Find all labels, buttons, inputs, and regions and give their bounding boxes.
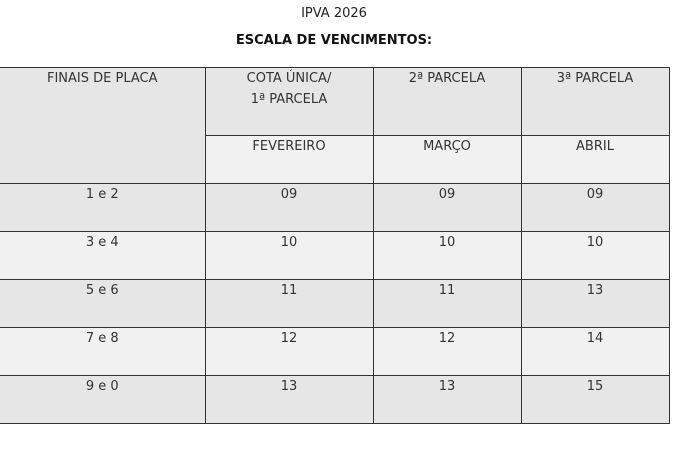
second-installment-cell: 13 [373,376,521,424]
third-installment-cell: 09 [521,184,669,232]
plate-cell: 5 e 6 [0,280,205,328]
table-header-row [0,68,669,136]
single-payment-cell: 11 [205,280,373,328]
single-payment-cell: 12 [205,328,373,376]
single-payment-cell: 10 [205,232,373,280]
second-installment-cell: 11 [373,280,521,328]
header-third-installment [521,68,669,136]
plate-cell: 3 e 4 [0,232,205,280]
second-installment-cell: 10 [373,232,521,280]
month-second-installment-label: MARÇO [423,139,471,154]
second-installment-cell: 12 [373,328,521,376]
document-title: IPVA 2026 [301,6,367,21]
month-second-installment [373,136,521,184]
third-installment-cell: 14 [521,328,669,376]
third-installment-cell: 13 [521,280,669,328]
header-plate-endings-label: FINAIS DE PLACA [46,71,158,86]
plate-cell: 9 e 0 [0,376,205,424]
month-third-installment [521,136,669,184]
third-installment-cell: 15 [521,376,669,424]
single-payment-cell: 09 [205,184,373,232]
plate-cell: 1 e 2 [0,184,205,232]
header-single-payment [205,68,373,136]
header-single-payment-line1: COTA ÚNICA/ [246,71,332,86]
header-third-installment-label: 3ª PARCELA [556,71,634,86]
table-row [0,328,669,376]
plate-cell: 7 e 8 [0,328,205,376]
single-payment-cell: 13 [205,376,373,424]
header-plate-endings [0,68,205,184]
header-second-installment [373,68,521,136]
table-row [0,376,669,424]
third-installment-cell: 10 [521,232,669,280]
month-single-payment [205,136,373,184]
header-second-installment-label: 2ª PARCELA [408,71,486,86]
document-subtitle: ESCALA DE VENCIMENTOS: [235,33,433,48]
month-third-installment-label: ABRIL [576,139,614,154]
due-date-schedule-table [0,67,670,424]
table-row [0,184,669,232]
header-single-payment-line2: 1ª PARCELA [250,92,328,107]
month-single-payment-label: FEVEREIRO [252,139,326,154]
second-installment-cell: 09 [373,184,521,232]
table-row [0,280,669,328]
table-row [0,232,669,280]
